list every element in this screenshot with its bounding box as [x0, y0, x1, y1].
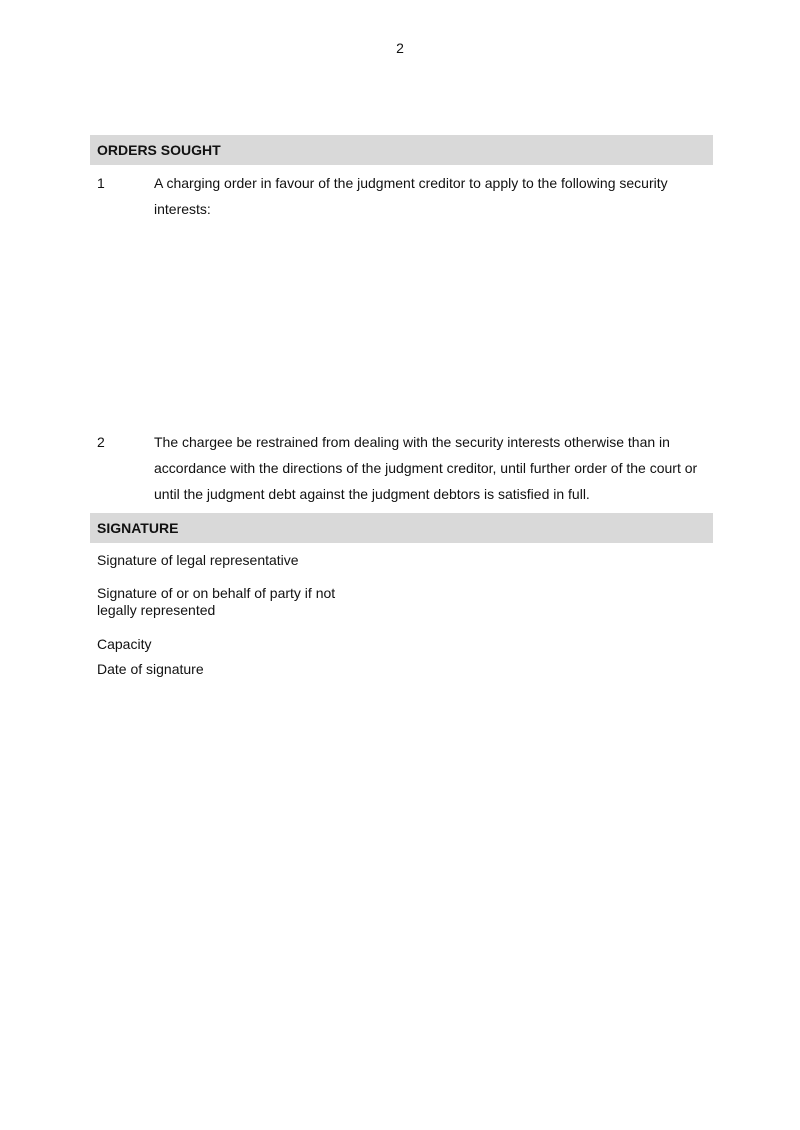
legal-representative-signature-label: Signature of legal representative — [97, 552, 299, 568]
signature-header: SIGNATURE — [90, 513, 713, 543]
order-number: 1 — [97, 175, 105, 191]
order-number: 2 — [97, 434, 105, 450]
page-number: 2 — [396, 40, 404, 56]
order-item-2 — [97, 429, 713, 507]
date-of-signature-label: Date of signature — [97, 661, 204, 677]
party-signature-label: Signature of or on behalf of party if not legally represented — [97, 585, 336, 618]
order-text: A charging order in favour of the judgment creditor to apply to the following security interests: — [154, 175, 668, 217]
capacity-label: Capacity — [97, 636, 152, 652]
order-item-1 — [97, 170, 713, 222]
orders-sought-header: ORDERS SOUGHT — [90, 135, 713, 165]
order-text: The chargee be restrained from dealing with the security interests otherwise than in accordance with the directions of the judgment creditor, until further order of the court or until the judgment debt against the judgment debtors is satisfied in full. — [154, 434, 698, 502]
